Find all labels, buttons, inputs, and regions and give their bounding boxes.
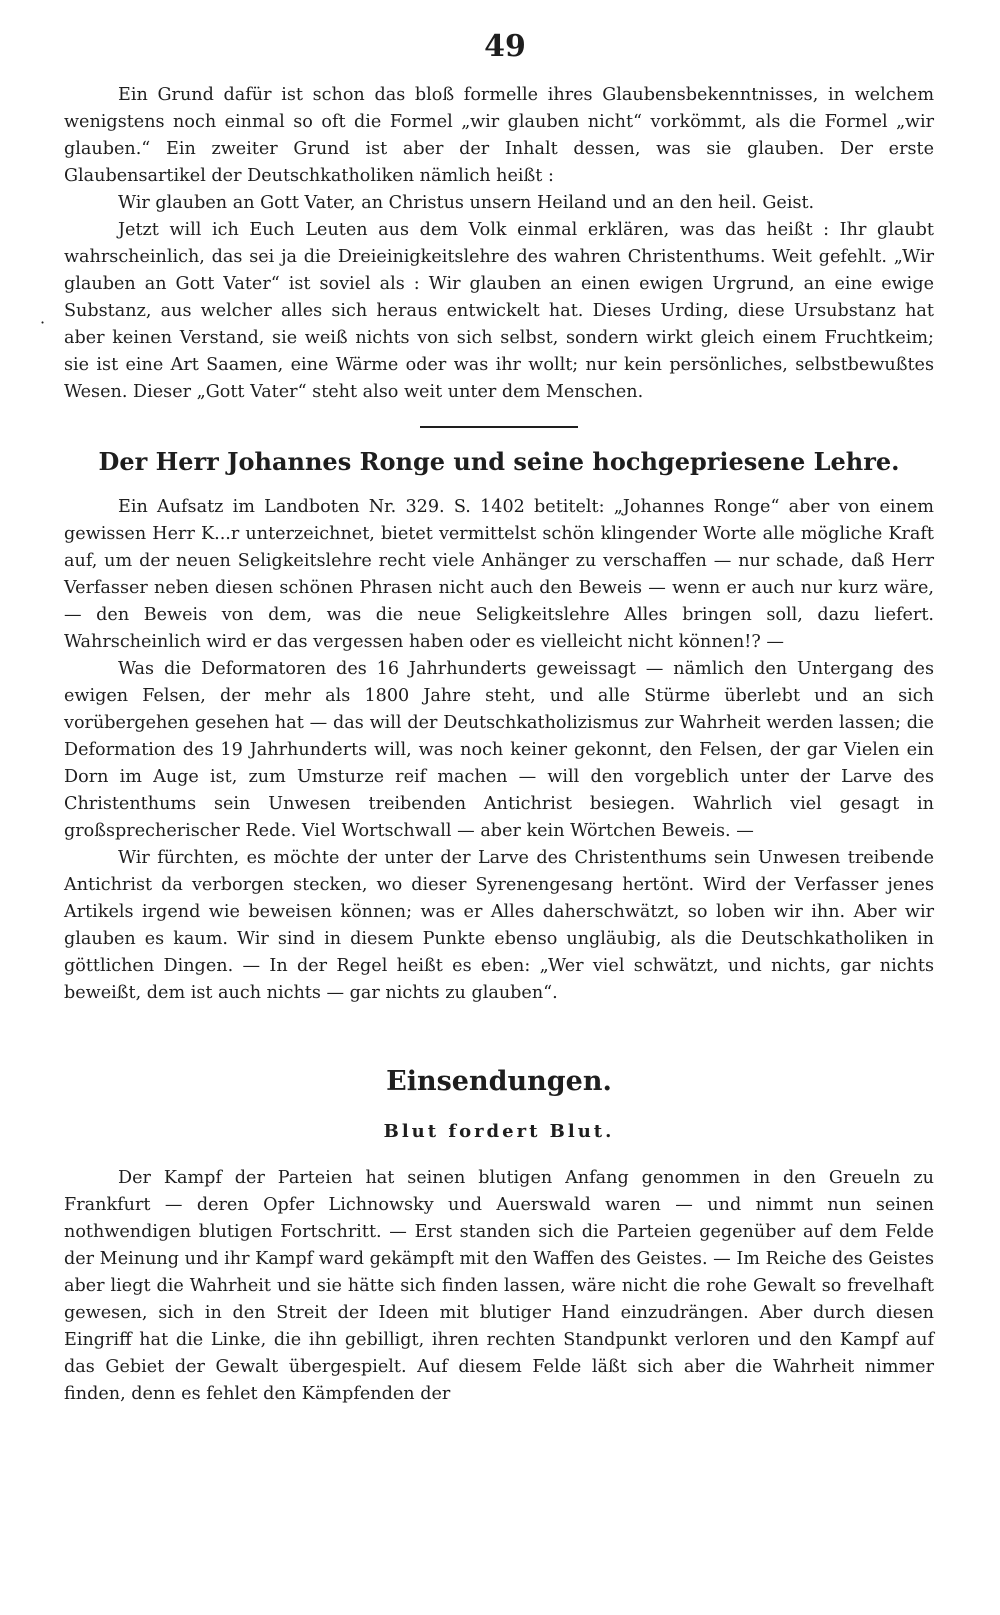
submissions-paragraph: Der Kampf der Parteien hat seinen blutigen Anfang genommen in den Greueln zu Frankfurt — deren Opfer Lichnowsky und Auerswald waren — und nimmt nun seinen nothwendigen blutigen Fortschritt. — Erst standen sich die Parteien gegenüber auf dem Felde der Meinung und ihr Kampf ward gekämpft mit den Waffen des Geistes. — Im Reiche des Geistes aber liegt die Wahrheit und sie hätte sich finden lassen, wäre nicht die rohe Gewalt so frevelhaft gewesen, sich in den Streit der Ideen mit blutiger Hand einzudrängen. Aber durch diesen Eingriff hat die Linke, die ihn gebilligt, ihren rechten Standpunkt verloren und den Kampf auf das Gebiet der Gewalt übergespielt. Auf diesem Felde läßt sich aber die Wahrheit nimmer finden, denn es fehlet den Kämpfenden der (64, 1168, 934, 1404)
intro-paragraph: Ein Grund dafür ist schon das bloß formelle ihres Glaubensbekenntnisses, in welchem wenigstens noch einmal so oft die Formel „wir glauben nicht“ vorkömmt, als die Formel „wir glauben.“ Ein zweiter Grund ist aber der Inhalt dessen, was sie glauben. Der erste Glaubensartikel der Deutschkatholiken nämlich heißt : (64, 85, 934, 186)
stray-mark: · (40, 313, 46, 332)
article-title: Der Herr Johannes Ronge und seine hochgepriesene Lehre. (98, 447, 900, 476)
article-section (64, 446, 934, 1007)
submissions-subheading: Blut fordert Blut. (383, 1121, 615, 1142)
article-paragraph: Ein Aufsatz im Landboten Nr. 329. S. 1402 betitelt: „Johannes Ronge“ aber von einem gewissen Herr K...r unterzeichnet, bietet vermittelst schön klingender Worte alle mögliche Kraft auf, um der neuen Seligkeitslehre recht viele Anhänger zu verschaffen — nur schade, daß Herr Verfasser neben diesen schönen Phrasen nicht auch den Beweis — wenn er auch nur kurz wäre, — den Beweis von dem, was die neue Seligkeitslehre Alles bringen soll, dazu liefert. Wahrscheinlich wird er das vergessen haben oder es vielleicht nicht können!? — (64, 497, 934, 652)
article-paragraph: Wir fürchten, es möchte der unter der Larve des Christenthums sein Unwesen treibende Antichrist da verborgen stecken, wo dieser Syrenengesang hertönt. Wird der Verfasser jenes Artikels irgend wie beweisen können; was er Alles daherschwätzt, so loben wir ihn. Aber wir glauben es kaum. Wir sind in diesem Punkte ebenso ungläubig, als die Deutschkatholiken in göttlichen Dingen. — In der Regel heißt es eben: „Wer viel schwätzt, und nichts, gar nichts beweißt, dem ist auch nichts — gar nichts zu glauben“. (64, 848, 934, 1003)
intro-paragraph: Jetzt will ich Euch Leuten aus dem Volk einmal erklären, was das heißt : Ihr glaubt wahrscheinlich, das sei ja die Dreieinigkeitslehre des wahren Christenthums. Weit gefehlt. „Wir glauben an Gott Vater“ ist soviel als : Wir glauben an einen ewigen Urgrund, an eine ewige Substanz, aus welcher alles sich heraus entwickelt hat. Dieses Urding, diese Ursubstanz hat aber keinen Verstand, sie weiß nichts von sich selbst, sondern wirkt gleich einem Fruchtkeim; sie ist eine Art Saamen, eine Wärme oder was ihr wollt; nur kein persönliches, selbstbewußtes Wesen. Dieser „Gott Vater“ steht also weit unter dem Menschen. (64, 220, 934, 402)
intro-section (64, 82, 934, 406)
page-number: 49 (484, 29, 526, 64)
section-divider (420, 426, 578, 428)
intro-paragraph: Wir glauben an Gott Vater, an Christus unsern Heiland und an den heil. Geist. (118, 193, 815, 213)
submissions-section (64, 1065, 934, 1408)
submissions-heading: Einsendungen. (386, 1066, 612, 1097)
article-paragraph: Was die Deformatoren des 16 Jahrhunderts geweissagt — nämlich den Untergang des ewigen Felsen, der mehr als 1800 Jahre steht, und alle Stürme überlebt und an sich vorübergehen gesehen hat — das will der Deutschkatholizismus zur Wahrheit werden lassen; die Deformation des 19 Jahrhunderts will, was noch keiner gekonnt, den Felsen, der gar Vielen ein Dorn im Auge ist, zum Umsturze reif machen — will den vorgeblich unter der Larve des Christenthums sein Unwesen treibenden Antichrist besiegen. Wahrlich viel gesagt in großsprecherischer Rede. Viel Wortschwall — aber kein Wörtchen Beweis. — (64, 659, 934, 841)
